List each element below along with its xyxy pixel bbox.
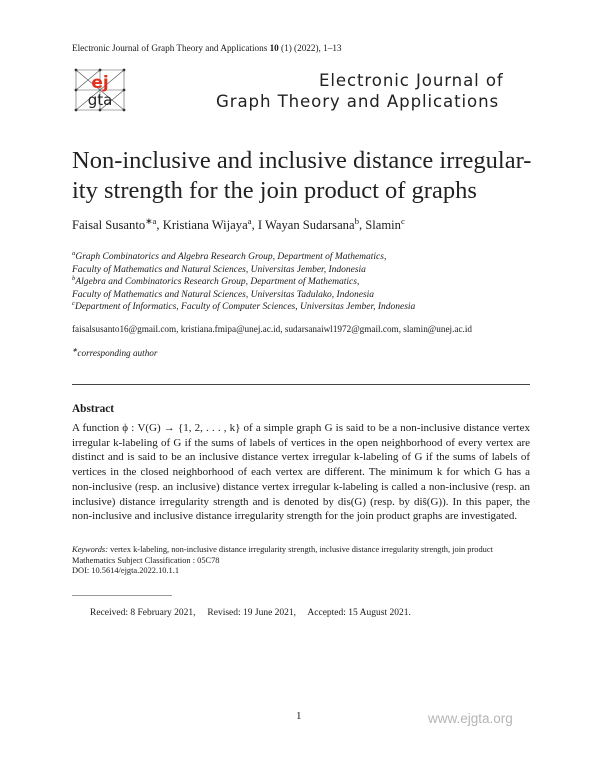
article-dates: Received: 8 February 2021, Revised: 19 June 2021, Accepted: 15 August 2021. [90, 608, 411, 618]
keywords-label: Keywords: [72, 545, 108, 554]
author-name: Kristiana Wijaya [162, 218, 248, 232]
affiliation-text: Faculty of Mathematics and Natural Sciences, Universitas Tadulako, Indonesia [72, 289, 375, 300]
ejgta-logo [72, 66, 128, 114]
author-emails: faisalsusanto16@gmail.com, kristiana.fmipa@unej.ac.id, sudarsanaiwl1972@gmail.com, slamin@unej.ac.id [72, 324, 472, 334]
corresponding-label: corresponding author [77, 348, 158, 358]
paper-title [72, 146, 532, 206]
affiliation-line [72, 251, 415, 264]
journal-line-pre: Electronic Journal of Graph Theory and Applications [72, 43, 270, 53]
affiliation-line [72, 264, 415, 277]
journal-line-post: (1) (2022), 1–13 [278, 43, 342, 53]
author-separator: , [251, 218, 258, 232]
affiliation-mark: a [72, 249, 76, 257]
author-affiliation-mark: a [247, 215, 252, 226]
journal-website-watermark[interactable]: www.ejgta.org [428, 711, 513, 726]
abstract-body: A function ϕ : V(G) → {1, 2, . . . , k} of a simple graph G is said to be a non-inclusive distance vertex irregular k-labeling of G if the sums of labels of vertices in the open neighborhood of every vertex are distinct and is said to be an inclusive distance vertex irregular k-labeling of G if the sums of labels of vertices in the closed neighborhood of each vertex are different. The minimum k for which G has a non-inclusive (resp. an inclusive) distance vertex irregular k-labeling is called a non-inclusive (resp. an inclusive) distance irregularity strength and is denoted by dis(G) (resp. by diŝ(G)). In this paper, the non-inclusive and inclusive distance irregularity strength for the join product graphs are investigated. [72, 422, 530, 523]
author-list [72, 215, 405, 233]
keywords-line [72, 545, 493, 556]
abstract-heading: Abstract [72, 403, 115, 415]
corresponding-mark: ∗ [72, 346, 78, 354]
author-affiliation-mark: c [400, 215, 405, 226]
author-separator: , [156, 218, 163, 232]
doi-line: DOI: 10.5614/ejgta.2022.10.1.1 [72, 566, 180, 575]
msc-line: Mathematics Subject Classification : 05C78 [72, 555, 220, 565]
affiliation-text: Department of Informatics, Faculty of Computer Sciences, Universitas Jember, Indonesia [74, 302, 416, 312]
author-name: Faisal Susanto [72, 218, 146, 232]
page-number: 1 [296, 710, 302, 722]
affiliation-list [72, 251, 415, 314]
journal-volume: 10 [269, 43, 279, 53]
abstract-top-rule [72, 384, 530, 385]
logo-text-top: ej [91, 73, 109, 93]
journal-banner [216, 70, 516, 112]
author-name: I Wayan Sudarsana [257, 218, 355, 232]
corresponding-note [72, 348, 157, 358]
banner-line-2: Graph Theory and Applications [216, 92, 500, 111]
journal-citation-line [72, 43, 342, 53]
affiliation-text: Faculty of Mathematics and Natural Sciences, Universitas Jember, Indonesia [72, 264, 366, 275]
banner-line-1: Electronic Journal of [319, 71, 504, 90]
author-separator: , [358, 218, 366, 232]
affiliation-mark: b [72, 274, 76, 282]
affiliation-text: Graph Combinatorics and Algebra Research Group, Department of Mathematics, [75, 252, 387, 262]
footnote-rule [72, 595, 172, 596]
keywords-text: vertex k-labeling, non-inclusive distance irregularity strength, inclusive distance irregularity strength, join product [107, 545, 493, 554]
author-name: Slamin [365, 218, 401, 232]
affiliation-mark: c [72, 299, 75, 307]
affiliation-line [72, 301, 415, 314]
affiliation-line [72, 276, 415, 289]
title-line-2: ity strength for the join product of graphs [72, 177, 477, 204]
affiliation-text: Algebra and Combinatorics Research Group, Department of Mathematics, [75, 277, 360, 287]
author-affiliation-mark: ∗a [145, 215, 157, 226]
author-affiliation-mark: b [354, 215, 359, 226]
title-line-1: Non-inclusive and inclusive distance irregular- [72, 147, 532, 174]
logo-text-bottom: gta [87, 91, 113, 109]
keywords-block [72, 545, 493, 577]
affiliation-line [72, 289, 415, 302]
